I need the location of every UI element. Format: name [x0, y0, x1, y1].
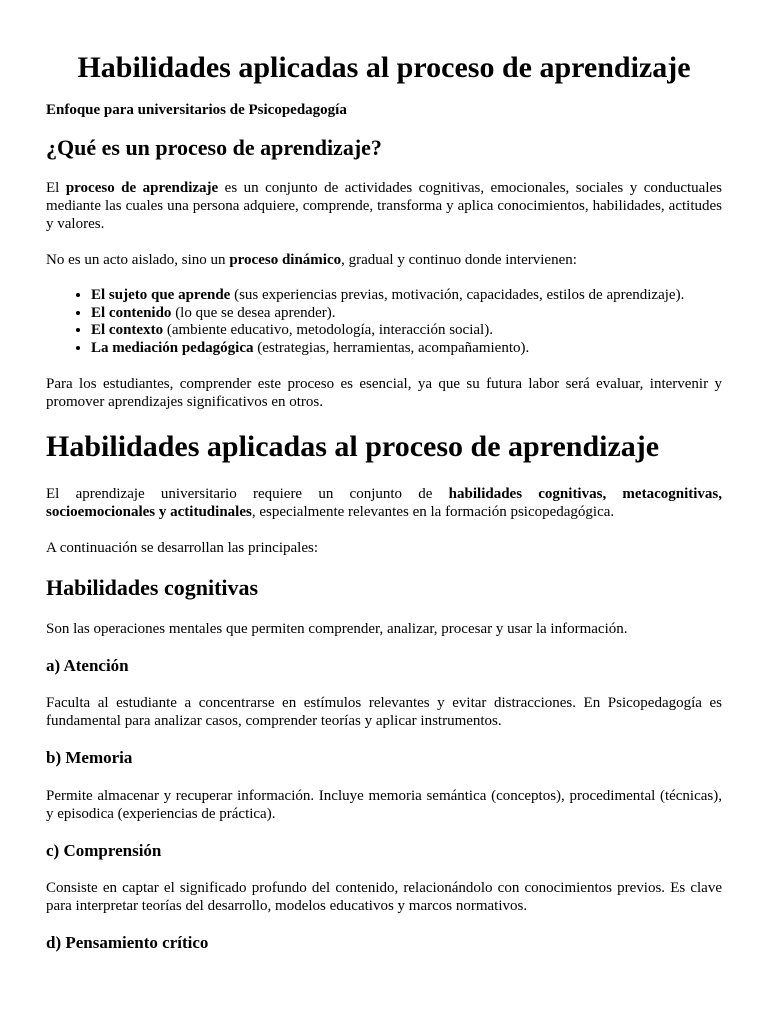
list-item-term: El contenido: [91, 304, 172, 321]
section-heading-cognitivas: Habilidades cognitivas: [46, 575, 259, 601]
list-item-text: (sus experiencias previas, motivación, capacidades, estilos de aprendizaje).: [230, 287, 685, 304]
factors-list: [46, 287, 722, 357]
list-item-text: (estrategias, herramientas, acompañamiento).: [253, 339, 530, 356]
text-run: , gradual y continuo donde intervienen:: [341, 252, 577, 269]
paragraph-continuation: A continuación se desarrollan las principales:: [46, 540, 318, 557]
paragraph-university-learning: [46, 485, 722, 521]
bold-term: habilidades cognitivas, metacognitivas, socioemocionales y actitudinales: [46, 486, 722, 521]
list-item-term: La mediación pedagógica: [91, 339, 254, 356]
list-item-text: (lo que se desea aprender).: [171, 304, 336, 321]
text-run: , especialmente relevantes en la formación psicopedagógica.: [251, 504, 615, 521]
subheading-comprension: c) Comprensión: [46, 840, 162, 860]
subheading-memoria: b) Memoria: [46, 748, 133, 768]
list-item: [91, 322, 722, 340]
paragraph-atencion: Faculta al estudiante a concentrarse en estímulos relevantes y evitar distracciones. En Psicopedagogía es fundamental para analizar casos, comprender teorías y aplicar instrumentos.: [46, 695, 722, 730]
text-run: El: [46, 180, 66, 197]
section-heading-habilidades: Habilidades aplicadas al proceso de aprendizaje: [46, 430, 660, 464]
list-item: [91, 340, 722, 358]
list-item-term: El sujeto que aprende: [91, 287, 231, 304]
text-run: es un conjunto de actividades cognitivas, emocionales, sociales y conductuales mediante las cuales una persona adquiere, comprende, transforma y aplica conocimientos, habilidades, actitudes y valores.: [46, 180, 722, 233]
paragraph-dynamic-process: [46, 251, 722, 269]
list-item: [91, 287, 722, 305]
list-item-text: (ambiente educativo, metodología, interacción social).: [163, 322, 493, 339]
subheading-pensamiento-critico: d) Pensamiento crítico: [46, 932, 209, 952]
subheading-atencion: a) Atención: [46, 655, 129, 675]
paragraph-cognitive-intro: Son las operaciones mentales que permiten comprender, analizar, procesar y usar la información.: [46, 620, 628, 637]
document-subtitle: Enfoque para universitarios de Psicopedagogía: [46, 102, 347, 118]
list-item-term: El contexto: [91, 322, 164, 339]
document-title: Habilidades aplicadas al proceso de aprendizaje: [77, 51, 691, 84]
bold-term: proceso dinámico: [229, 252, 342, 269]
text-run: No es un acto aislado, sino un: [46, 252, 230, 269]
paragraph-students: Para los estudiantes, comprender este proceso es esencial, ya que su futura labor será evaluar, intervenir y promover aprendizajes significativos en otros.: [46, 376, 722, 411]
section-heading-que-es: ¿Qué es un proceso de aprendizaje?: [46, 135, 382, 160]
list-item: [91, 305, 722, 323]
paragraph-memoria: Permite almacenar y recuperar información. Incluye memoria semántica (conceptos), procedimental (técnicas), y episodica (experiencias de práctica).: [46, 787, 722, 822]
bold-term: proceso de aprendizaje: [65, 180, 219, 197]
paragraph-definition: [46, 179, 722, 233]
text-run: El aprendizaje universitario requiere un conjunto de: [46, 486, 449, 503]
paragraph-comprension: Consiste en captar el significado profundo del contenido, relacionándolo con conocimientos previos. Es clave para interpretar teorías del desarrollo, modelos educativos y marcos normativos.: [46, 879, 722, 914]
